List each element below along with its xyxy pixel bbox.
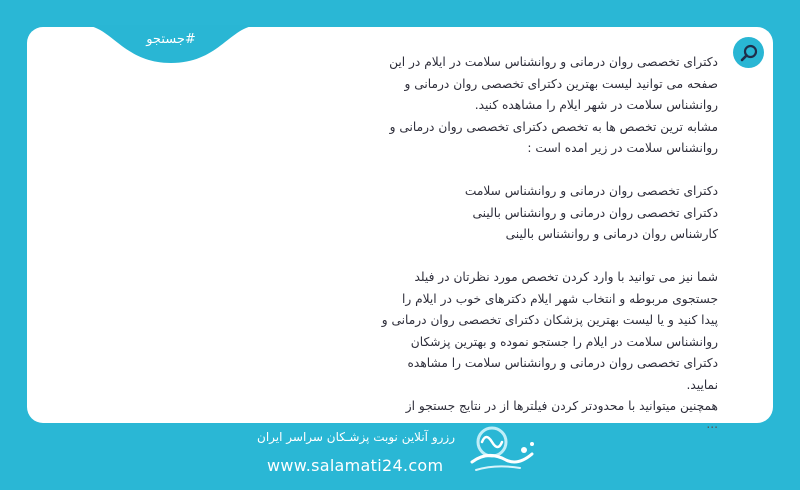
intro-line: مشابه ترین تخصص ها به تخصص دکترای تخصصی روان درمانی و [389,119,718,134]
outro-line: جستجوی مربوطه و انتخاب شهر ایلام دکترهای خوب در ایلام را [401,291,718,306]
related-specialty-link[interactable]: دکترای تخصصی روان درمانی و روانشناس بالینی [472,205,718,220]
intro-line: دکترای تخصصی روان درمانی و روانشناس سلامت در ایلام در این [389,55,718,69]
outro-line: دکترای تخصصی روان درمانی و روانشناس سلامت را مشاهده نمایید. [407,356,718,392]
search-button[interactable] [733,37,764,68]
spacer [378,246,718,268]
outro-line: شما نیز می توانید با وارد کردن تخصص مورد نظرتان در فیلد [414,270,718,284]
search-tag-label[interactable]: #جستجو [146,32,196,47]
search-icon [739,43,759,63]
intro-line: روانشناس سلامت در شهر ایلام را مشاهده کنید. [474,98,718,112]
intro-line: روانشناس سلامت در زیر امده است : [527,141,718,155]
more-ellipsis: ... [706,416,718,431]
outro-line: پیدا کنید و یا لیست بهترین پزشکان دکترای تخصصی روان درمانی و [381,313,718,327]
content-card [27,27,773,431]
spacer [378,160,718,182]
footer-tagline: رزرو آنلاین نوبت پزشـکان سراسر ایران [257,430,455,444]
intro-line: صفحه می توانید لیست بهترین دکترای تخصصی روان درمانی و [404,76,718,91]
salamati-logo [462,420,544,476]
related-specialty-link[interactable]: دکترای تخصصی روان درمانی و روانشناس سلامت [464,184,718,198]
article-text [378,52,718,430]
footer-url[interactable]: www.salamati24.com [267,456,444,475]
related-specialty-link[interactable]: کارشناس روان درمانی و روانشناس بالینی [505,227,718,241]
outro-line: همچنین میتوانید با محدودتر کردن فیلترها از در نتایج جستجو از [405,399,718,413]
outro-line: روانشناس سلامت در ایلام را جستجو نموده و بهترین پزشکان [410,334,718,349]
